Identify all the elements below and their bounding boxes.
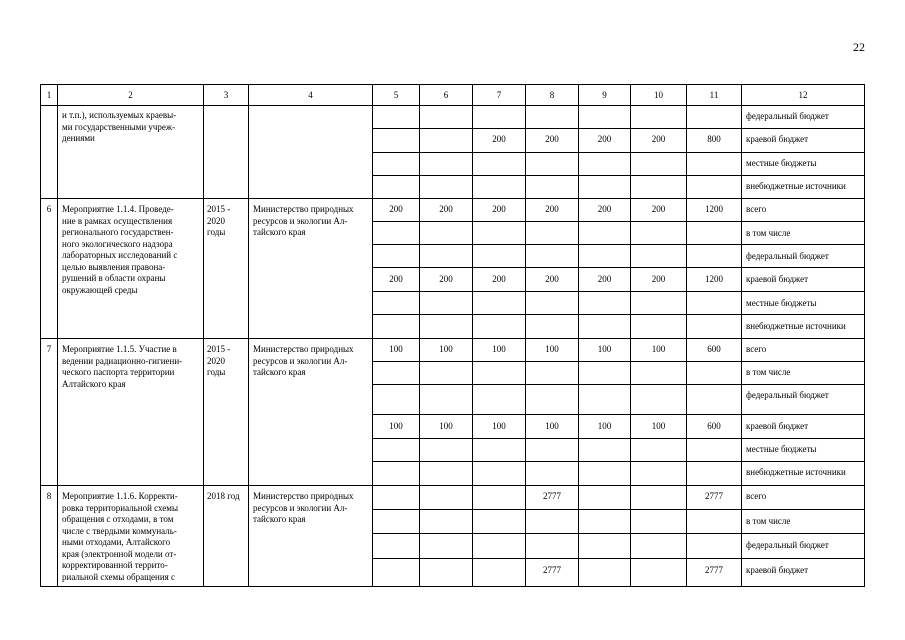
measure-period: 2015 - 2020 годы [207, 344, 231, 377]
source-label: федеральный бюджет [746, 390, 829, 400]
value-cell: 200 [597, 134, 612, 144]
value-cell: 100 [492, 421, 506, 431]
row-number: 6 [46, 204, 52, 214]
value-cell: 800 [707, 134, 721, 144]
measure-period: 2018 год [207, 491, 240, 501]
measure-executor: Министерство природных ресурсов и экологии Ал- тайского края [253, 491, 354, 524]
row-continuation-description: и т.п.), используемых краевы- ми государственными учреж- дениями [62, 110, 177, 143]
value-cell: 200 [492, 134, 506, 144]
value-cell: 200 [651, 274, 666, 284]
header-col-10: 10 [654, 90, 663, 100]
value-cell: 100 [389, 344, 403, 354]
header-col-11: 11 [709, 90, 719, 100]
header-col-1: 1 [46, 90, 52, 100]
value-cell: 200 [439, 204, 453, 214]
header-col-6: 6 [443, 90, 449, 100]
header-col-7: 7 [496, 90, 502, 100]
source-label: в том числе [746, 516, 791, 526]
value-cell: 100 [545, 344, 559, 354]
source-label: внебюджетные источники [746, 321, 846, 331]
value-cell: 200 [651, 204, 666, 214]
value-cell: 200 [545, 134, 559, 144]
header-col-12: 12 [798, 90, 808, 100]
source-label: федеральный бюджет [746, 111, 829, 121]
value-cell: 2777 [705, 491, 723, 501]
measure-executor: Министерство природных ресурсов и экологии Ал- тайского края [253, 204, 354, 237]
value-cell: 100 [651, 344, 666, 354]
measure-description: Мероприятие 1.1.5. Участие в ведении радиационно-гигиени- ческого паспорта территории Алтайского края [62, 344, 183, 389]
value-cell: 200 [492, 274, 506, 284]
page-number: 22 [853, 40, 865, 54]
source-label: краевой бюджет [746, 274, 809, 284]
source-label: краевой бюджет [746, 421, 809, 431]
source-label: краевой бюджет [746, 134, 809, 144]
measure-description: Мероприятие 1.1.6. Корректи- ровка территориальной схемы обращения с отходами, в том числе с твердыми коммуналь- ными отходами, Алтайского края (электронной модели от- корректированной террито- риальной схемы обращения с [62, 491, 179, 582]
value-cell: 100 [389, 421, 403, 431]
value-cell: 600 [707, 421, 721, 431]
header-col-3: 3 [223, 90, 229, 100]
source-label: всего [746, 491, 767, 501]
value-cell: 100 [439, 421, 453, 431]
value-cell: 100 [651, 421, 666, 431]
value-cell: 200 [545, 274, 559, 284]
measure-period: 2015 - 2020 годы [207, 204, 231, 237]
value-cell: 2777 [705, 565, 723, 575]
source-label: федеральный бюджет [746, 540, 829, 550]
value-cell: 200 [439, 274, 453, 284]
source-label: краевой бюджет [746, 565, 809, 575]
source-label: внебюджетные источники [746, 467, 846, 477]
value-cell: 2777 [543, 565, 561, 575]
header-col-2: 2 [128, 90, 133, 100]
measure-executor: Министерство природных ресурсов и экологии Ал- тайского края [253, 344, 354, 377]
value-cell: 600 [707, 344, 721, 354]
value-cell: 200 [492, 204, 506, 214]
value-cell: 100 [439, 344, 453, 354]
value-cell: 1200 [705, 204, 723, 214]
source-label: местные бюджеты [746, 298, 817, 308]
value-cell: 1200 [705, 274, 723, 284]
value-cell: 200 [545, 204, 559, 214]
header-col-8: 8 [549, 90, 555, 100]
value-cell: 200 [651, 134, 666, 144]
value-cell: 200 [389, 274, 403, 284]
source-label: местные бюджеты [746, 158, 817, 168]
value-cell: 200 [597, 204, 612, 214]
value-cell: 100 [492, 344, 506, 354]
source-label: в том числе [746, 228, 791, 238]
value-cell: 200 [389, 204, 403, 214]
value-cell: 200 [597, 274, 612, 284]
source-label: всего [746, 204, 767, 214]
measure-description: Мероприятие 1.1.4. Проведе- ние в рамках осуществления регионального государствен- ного экологического надзора лабораторных исследований с целью выявления правона- рушений в области охраны окружающей среды [62, 204, 178, 295]
row-number: 7 [46, 344, 52, 354]
source-label: местные бюджеты [746, 444, 817, 454]
source-label: всего [746, 344, 767, 354]
value-cell: 2777 [543, 491, 561, 501]
value-cell: 100 [597, 344, 612, 354]
source-label: внебюджетные источники [746, 181, 846, 191]
row-number: 8 [46, 491, 52, 501]
header-col-9: 9 [602, 90, 607, 100]
header-col-5: 5 [393, 90, 399, 100]
source-label: федеральный бюджет [746, 251, 829, 261]
source-label: в том числе [746, 367, 791, 377]
value-cell: 100 [545, 421, 559, 431]
value-cell: 100 [597, 421, 612, 431]
header-col-4: 4 [308, 90, 313, 100]
